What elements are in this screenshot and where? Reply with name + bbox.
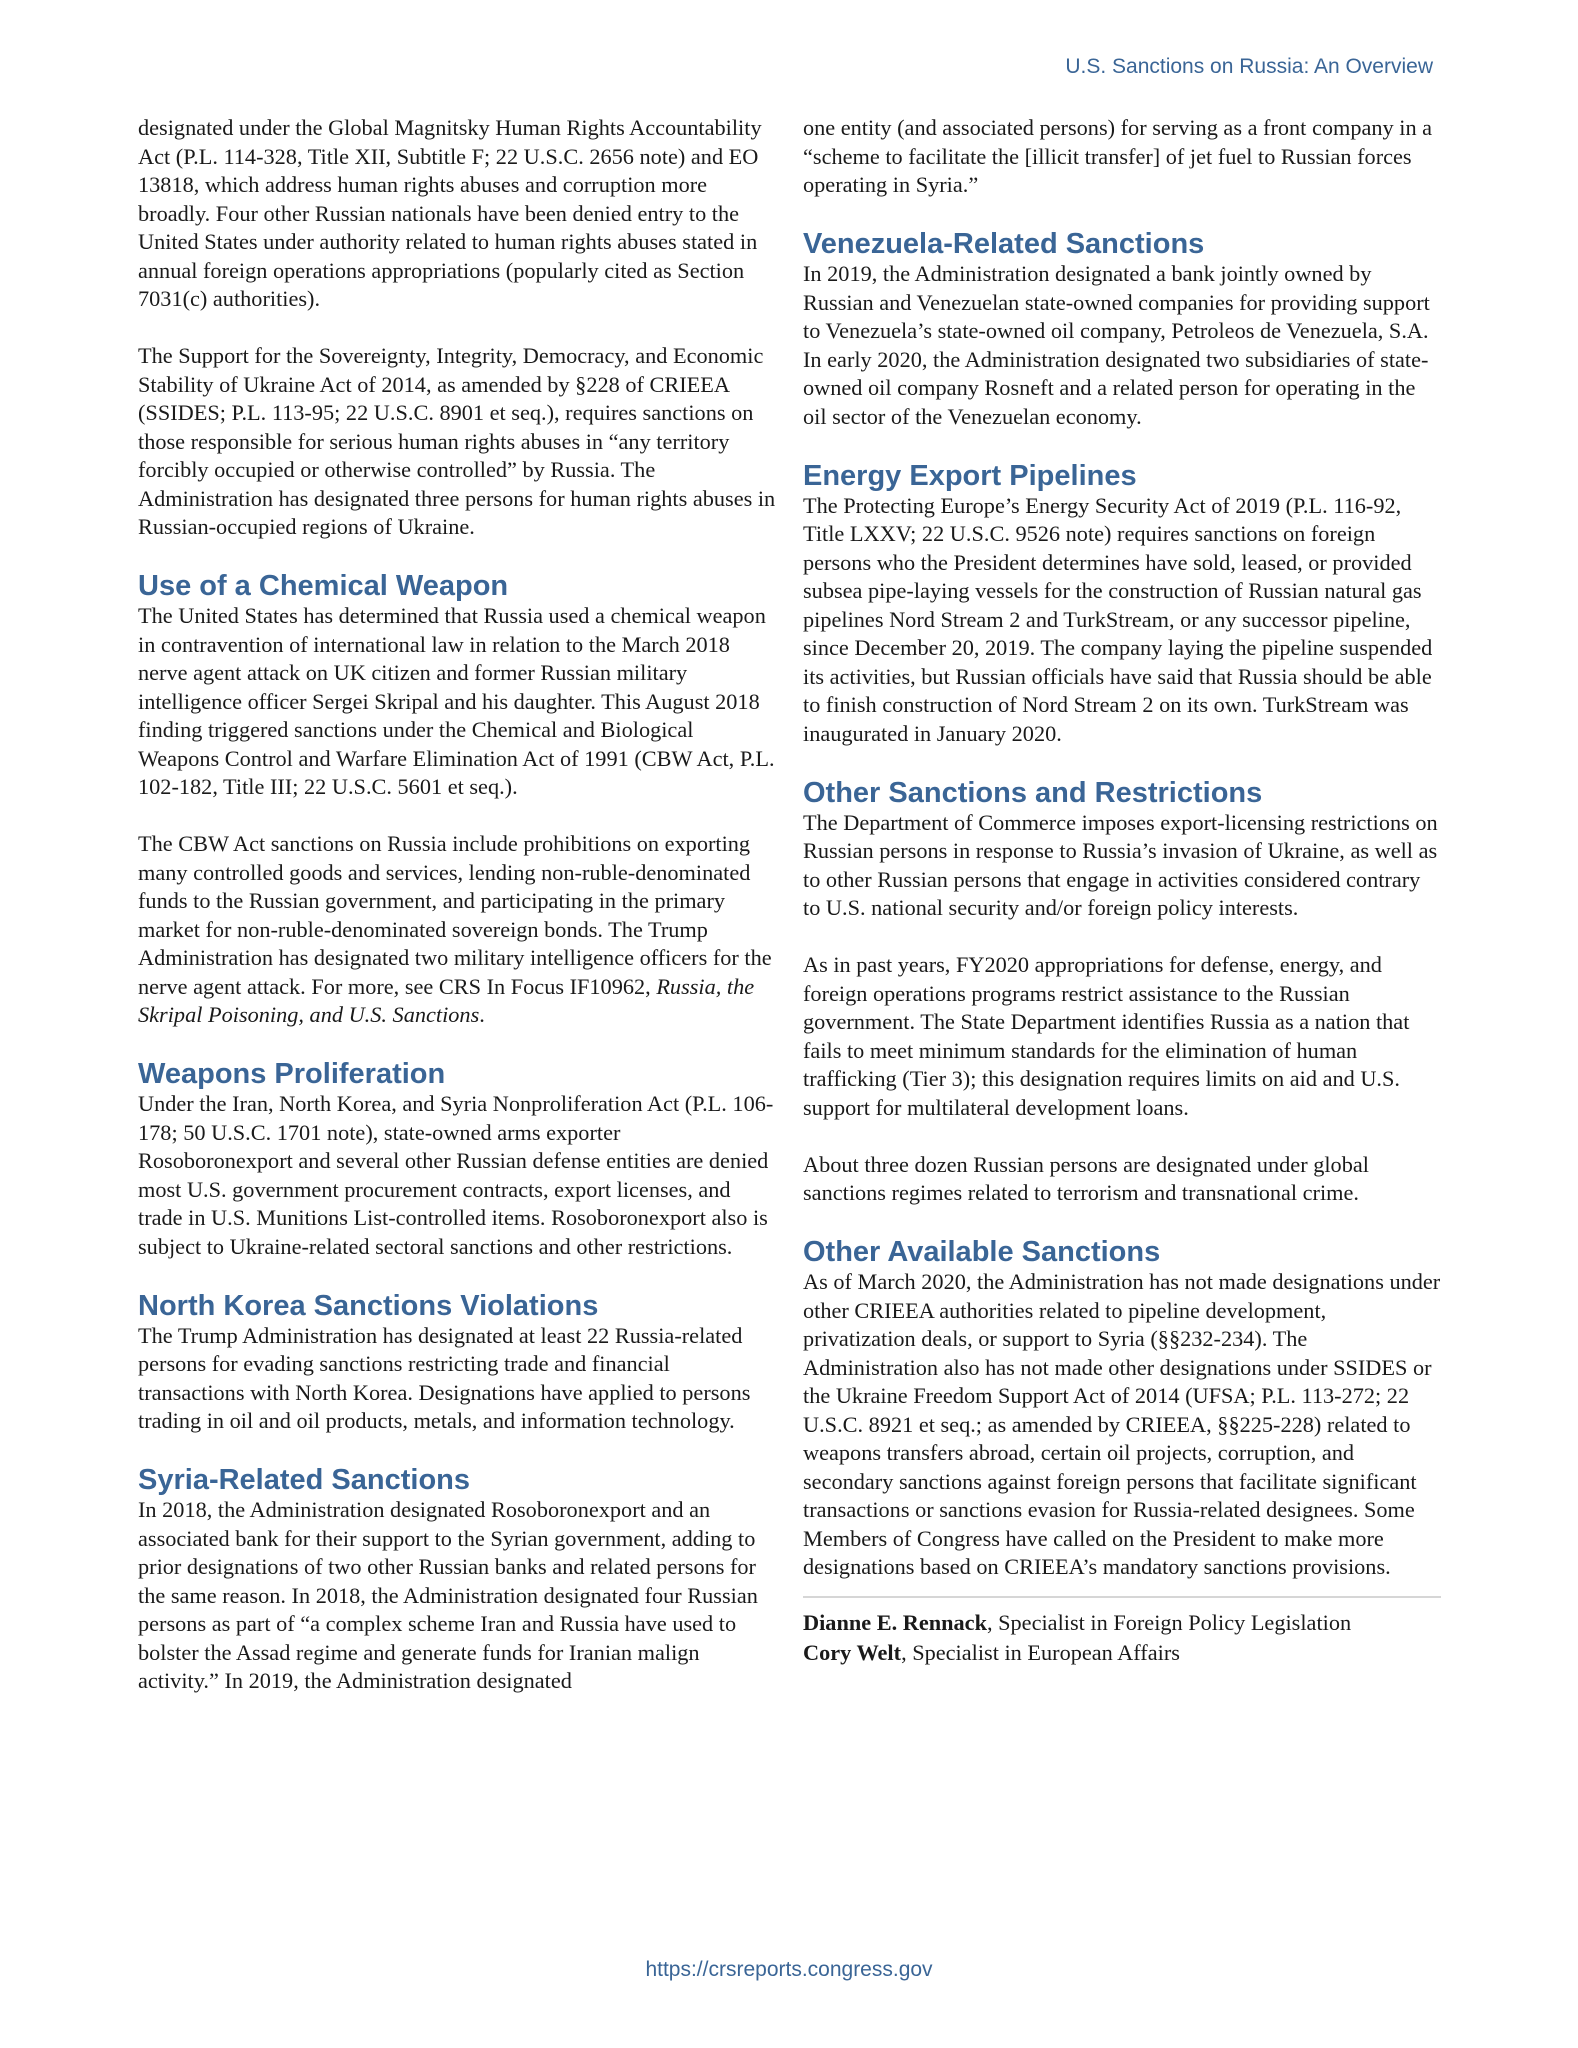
paragraph-text: The CBW Act sanctions on Russia include prohibitions on exporting many controlled goods and services, lending non-ruble-denominated funds to the Russian government, and participating in the primary market for non-ruble-denominated sovereign bonds. The Trump Administration has designated two military intelligence officers for the nerve agent attack. For more, see CRS In Focus IF10962, xyxy=(138,831,772,999)
author-name: Cory Welt xyxy=(803,1639,902,1665)
paragraph: About three dozen Russian persons are designated under global sanctions regimes related to terrorism and transnational crime. xyxy=(803,1151,1369,1205)
section-heading-syria: Syria-Related Sanctions xyxy=(138,1464,470,1496)
paragraph: In 2019, the Administration designated a bank jointly owned by Russian and Venezuelan state-owned companies for providing support to Venezuela’s state-owned oil company, Petroleos de Venezuela, S.A. In early 2020, the Administration designated two subsidiaries of state-owned oil company Rosneft and a related person for operating in the oil sector of the Venezuelan economy. xyxy=(803,261,1430,429)
author-line xyxy=(803,1608,1441,1638)
section-heading-chemical-weapon: Use of a Chemical Weapon xyxy=(138,570,509,602)
section-heading-weapons-proliferation: Weapons Proliferation xyxy=(138,1058,446,1090)
section-heading-north-korea: North Korea Sanctions Violations xyxy=(138,1289,599,1322)
author-role: , Specialist in European Affairs xyxy=(901,1639,1180,1665)
section-heading-available-sanctions: Other Available Sanctions xyxy=(803,1236,1161,1268)
author-line xyxy=(803,1638,1441,1668)
author-role: , Specialist in Foreign Policy Legislation xyxy=(986,1609,1352,1635)
paragraph: The Department of Commerce imposes export-licensing restrictions on Russian persons in response to Russia’s invasion of Ukraine, as well as to other Russian persons that engage in activities considered contrary to U.S. national security and/or foreign policy interests. xyxy=(803,809,1438,920)
paragraph: designated under the Global Magnitsky Human Rights Accountability Act (P.L. 114-328, Title XII, Subtitle F; 22 U.S.C. 2656 note) and EO 13818, which address human rights abuses and corruption more broadly. Four other Russian nationals have been denied entry to the United States under authority related to human rights abuses stated in annual foreign operations appropriations (popularly cited as Section 7031(c) authorities). xyxy=(138,115,762,311)
paragraph: The Trump Administration has designated at least 22 Russia-related persons for evading sanctions restricting trade and financial transactions with North Korea. Designations have applied to persons trading in oil and oil products, metals, and information technology. xyxy=(138,1322,751,1433)
left-column xyxy=(138,114,778,1724)
right-column xyxy=(803,114,1441,1668)
report-title: Russia, the Skripal Poisoning, and U.S. Sanctions xyxy=(138,973,755,1027)
paragraph: Under the Iran, North Korea, and Syria Nonproliferation Act (P.L. 106-178; 50 U.S.C. 1701 note), state-owned arms exporter Rosoboronexport and several other Russian defense entities are denied most U.S. government procurement contracts, export licenses, and trade in U.S. Munitions List-controlled items. Rosoboronexport also is subject to Ukraine-related sectoral sanctions and other restrictions. xyxy=(138,1091,774,1259)
author-divider xyxy=(803,1596,1441,1598)
section-heading-venezuela: Venezuela-Related Sanctions xyxy=(803,228,1205,260)
running-header: U.S. Sanctions on Russia: An Overview xyxy=(1065,55,1433,78)
author-name: Dianne E. Rennack xyxy=(803,1609,987,1635)
paragraph: The United States has determined that Russia used a chemical weapon in contravention of international law in relation to the March 2018 nerve agent attack on UK citizen and former Russian military intelligence officer Sergei Skripal and his daughter. This August 2018 finding triggered sanctions under the Chemical and Biological Weapons Control and Warfare Elimination Act of 1991 (CBW Act, P.L. 102-182, Title III; 22 U.S.C. 5601 et seq.). xyxy=(138,603,775,799)
paragraph-end: . xyxy=(479,1002,485,1027)
paragraph: In 2018, the Administration designated Rosoboronexport and an associated bank for their support to the Syrian government, adding to prior designations of two other Russian banks and related persons for the same reason. In 2018, the Administration designated four Russian persons as part of “a complex scheme Iran and Russia have used to bolster the Assad regime and generate funds for Iranian malign activity.” In 2019, the Administration designated xyxy=(138,1497,758,1693)
paragraph xyxy=(138,830,778,1030)
paragraph: The Support for the Sovereignty, Integrity, Democracy, and Economic Stability of Ukraine Act of 2014, as amended by §228 of CRIEEA (SSIDES; P.L. 113-95; 22 U.S.C. 8901 et seq.), requires sanctions on those responsible for serious human rights abuses in “any territory forcibly occupied or otherwise controlled” by Russia. The Administration has designated three persons for human rights abuses in Russian-occupied regions of Ukraine. xyxy=(138,343,776,539)
section-heading-other-sanctions: Other Sanctions and Restrictions xyxy=(803,776,1263,809)
paragraph: one entity (and associated persons) for serving as a front company in a “scheme to facilitate the [illicit transfer] of jet fuel to Russian forces operating in Syria.” xyxy=(803,115,1433,197)
footer-url[interactable]: https://crsreports.congress.gov xyxy=(645,1958,933,1981)
paragraph: The Protecting Europe’s Energy Security Act of 2019 (P.L. 116-92, Title LXXV; 22 U.S.C. 9526 note) requires sanctions on foreign persons who the President determines have sold, leased, or provided subsea pipe-laying vessels for the construction of Russian natural gas pipelines Nord Stream 2 and TurkStream, or any successor pipeline, since December 20, 2019. The company laying the pipeline suspended its activities, but Russian officials have said that Russia should be able to finish construction of Nord Stream 2 on its own. TurkStream was inaugurated in January 2020. xyxy=(803,492,1433,746)
paragraph: As in past years, FY2020 appropriations for defense, energy, and foreign operations programs restrict assistance to the Russian government. The State Department identifies Russia as a nation that fails to meet minimum standards for the elimination of human trafficking (Tier 3); this designation requires limits on aid and U.S. support for multilateral development loans. xyxy=(803,952,1410,1120)
paragraph: As of March 2020, the Administration has not made designations under other CRIEEA authorities related to pipeline development, privatization deals, or support to Syria (§§232-234). The Administration also has not made other designations under SSIDES or the Ukraine Freedom Support Act of 2014 (UFSA; P.L. 113-272; 22 U.S.C. 8921 et seq.; as amended by CRIEEA, §§225-228) related to weapons transfers abroad, certain oil projects, corruption, and secondary sanctions against foreign persons that facilitate significant transactions or sanctions evasion for Russia-related designees. Some Members of Congress have called on the President to make more designations based on CRIEEA’s mandatory sanctions provisions. xyxy=(803,1269,1441,1579)
section-heading-energy-pipelines: Energy Export Pipelines xyxy=(803,459,1137,492)
